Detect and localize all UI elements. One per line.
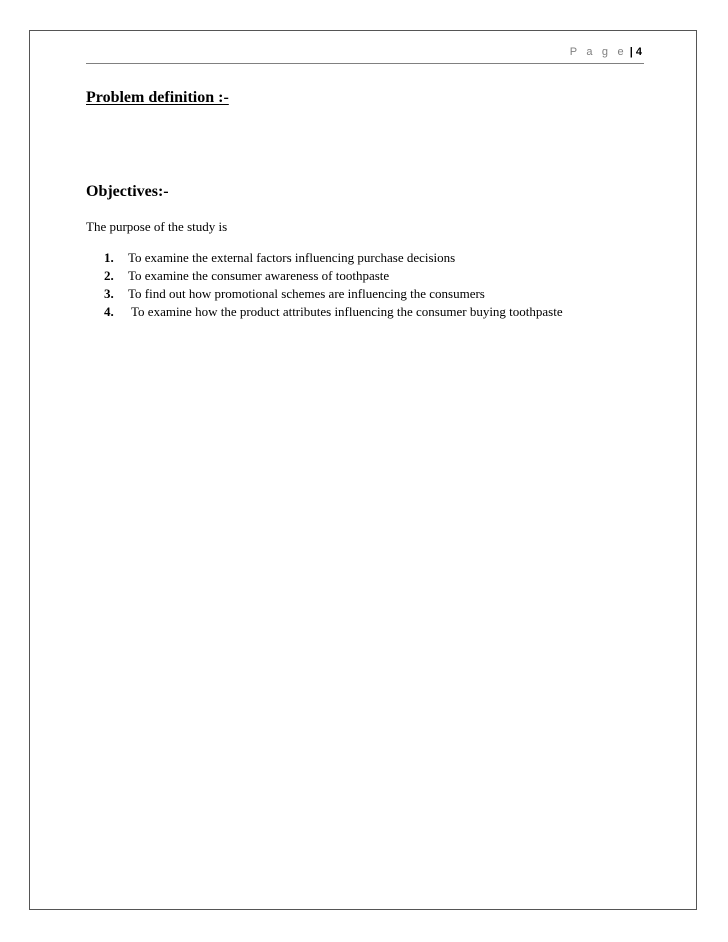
page-number: 4 [635, 46, 642, 58]
objective-item-1 [104, 249, 563, 267]
header-rule [86, 63, 644, 64]
objective-item-4 [104, 303, 563, 321]
objective-number: 3. [104, 286, 114, 301]
objective-text: To examine the external factors influencing purchase decisions [128, 250, 456, 265]
objective-number: 2. [104, 268, 114, 283]
page-separator: | [629, 46, 633, 58]
objective-number: 4. [104, 304, 114, 319]
objectives-list [104, 249, 563, 321]
objective-text: To find out how promotional schemes are influencing the consumers [128, 286, 485, 301]
objective-item-3 [104, 285, 563, 303]
objectives-heading: Objectives:- [86, 183, 169, 200]
objective-number: 1. [104, 250, 114, 265]
page-label: P a g e [569, 46, 627, 58]
page-border [29, 30, 697, 910]
page-header [570, 46, 642, 58]
objective-text: To examine how the product attributes influencing the consumer buying toothpaste [128, 304, 563, 319]
objective-text: To examine the consumer awareness of toothpaste [128, 268, 390, 283]
problem-definition-heading: Problem definition :- [86, 89, 229, 106]
objectives-intro: The purpose of the study is [86, 219, 228, 234]
objective-item-2 [104, 267, 563, 285]
